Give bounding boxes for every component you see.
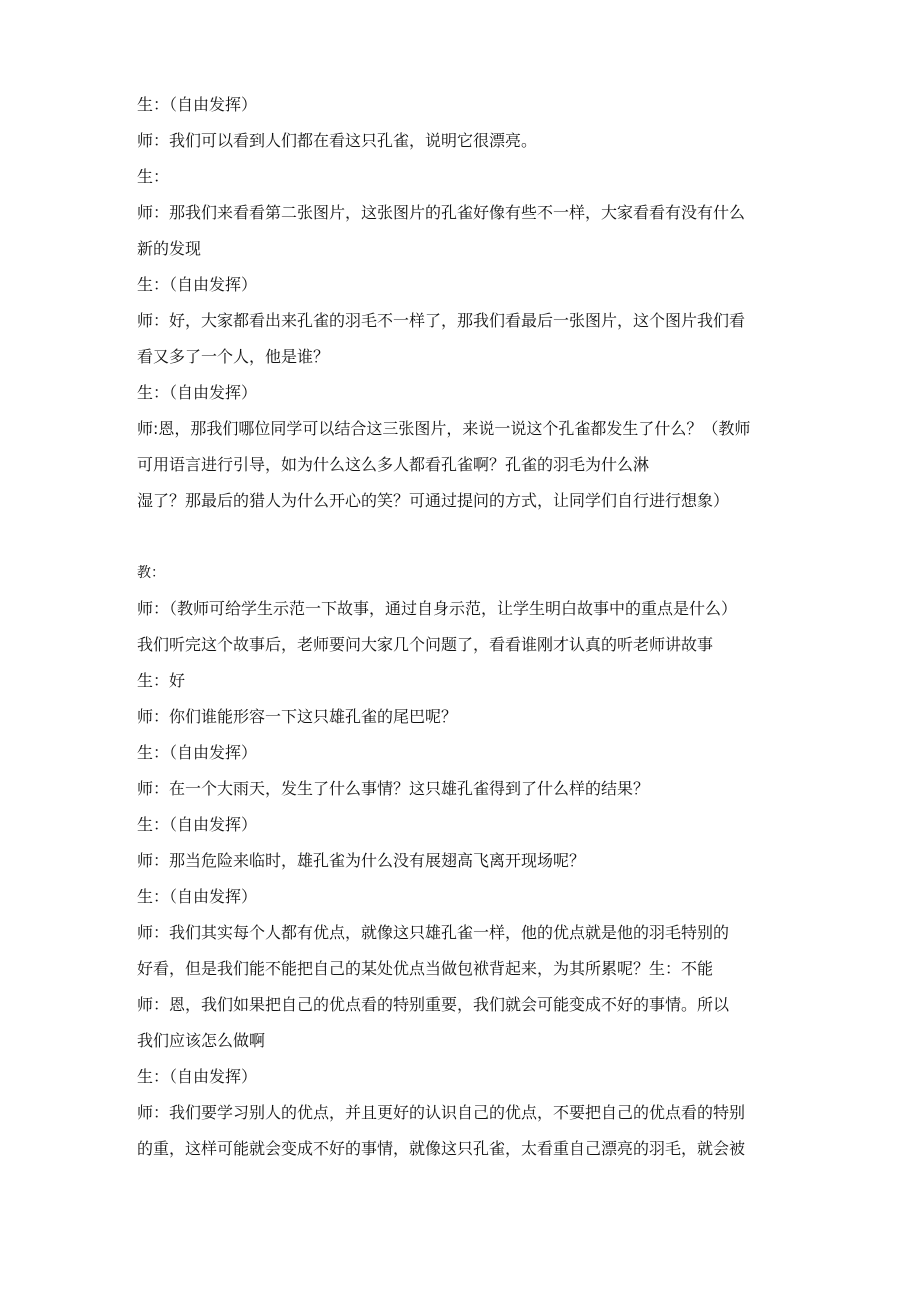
text-line: 师：好，大家都看出来孔雀的羽毛不一样了，那我们看最后一张图片，这个图片我们看 [137, 311, 746, 330]
text-line: 师：我们要学习别人的优点，并且更好的认识自己的优点，不要把自己的优点看的特别 [137, 1103, 746, 1122]
text-line: 新的发现 [137, 239, 202, 258]
text-line: 的重，这样可能就会变成不好的事情，就像这只孔雀，太看重自己漂亮的羽毛，就会被 [137, 1139, 746, 1158]
document-body [137, 96, 817, 1176]
text-line: 生：（自由发挥） [137, 815, 258, 834]
text-line: 我们听完这个故事后，老师要问大家几个问题了，看看谁刚才认真的听老师讲故事 [137, 635, 714, 654]
section-heading: 教： [137, 565, 165, 581]
text-line: 师：我们可以看到人们都在看这只孔雀，说明它很漂亮。 [137, 131, 538, 150]
section-gap [137, 528, 817, 564]
text-line: 可用语言进行引导，如为什么这么多人都看孔雀啊？孔雀的羽毛为什么淋 [137, 455, 650, 474]
text-line: 生：（自由发挥） [137, 275, 258, 294]
text-line: 生：好 [137, 671, 186, 690]
text-line: 师：那我们来看看第二张图片，这张图片的孔雀好像有些不一样，大家看看有没有什么 [137, 203, 746, 222]
text-line: 师：在一个大雨天，发生了什么事情？这只雄孔雀得到了什么样的结果？ [137, 779, 650, 798]
text-line: 生：（自由发挥） [137, 1067, 258, 1086]
text-line: 师：我们其实每个人都有优点，就像这只雄孔雀一样，他的优点就是他的羽毛特别的 [137, 923, 730, 942]
text-line: 看又多了一个人，他是谁？ [137, 347, 330, 366]
text-line: 生：（自由发挥） [137, 95, 258, 114]
text-line: 生： [137, 167, 170, 186]
text-line: 师:恩，那我们哪位同学可以结合这三张图片，来说一说这个孔雀都发生了什么？（教师 [137, 419, 751, 438]
text-line: 师：恩，我们如果把自己的优点看的特别重要，我们就会可能变成不好的事情。所以 [137, 995, 730, 1014]
text-line: 师：那当危险来临时，雄孔雀为什么没有展翅高飞离开现场呢？ [137, 851, 586, 870]
text-line: 我们应该怎么做啊 [137, 1031, 266, 1050]
text-line: 师：（教师可给学生示范一下故事，通过自身示范，让学生明白故事中的重点是什么） [137, 599, 738, 618]
text-line: 生：（自由发挥） [137, 743, 258, 762]
text-line: 好看，但是我们能不能把自己的某处优点当做包袱背起来，为其所累呢？生：不能 [137, 959, 714, 978]
text-line: 师：你们谁能形容一下这只雄孔雀的尾巴呢？ [137, 707, 458, 726]
text-line: 生：（自由发挥） [137, 383, 258, 402]
text-line: 湿了？那最后的猎人为什么开心的笑？可通过提问的方式，让同学们自行进行想象） [137, 491, 730, 510]
text-line: 生：（自由发挥） [137, 887, 258, 906]
